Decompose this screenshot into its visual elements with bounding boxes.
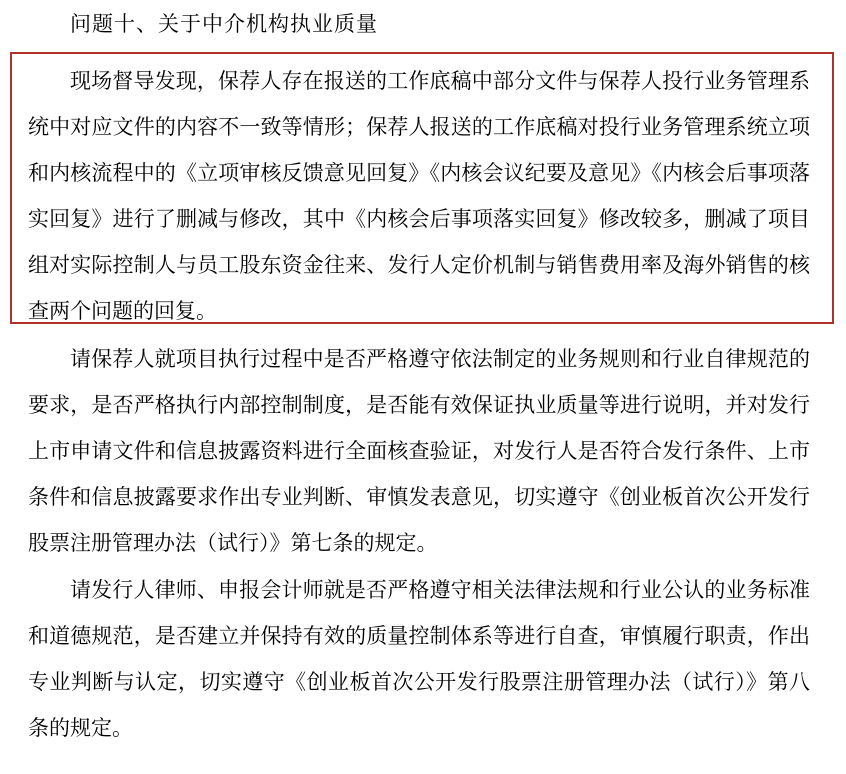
section-heading: 问题十、关于中介机构执业质量 (70, 12, 378, 36)
paragraph-sponsor-request: 请保荐人就项目执行过程中是否严格遵守依法制定的业务规则和行业自律规范的要求，是否严格执行内部控制制度，是否能有效保证执业质量等进行说明，并对发行上市申请文件和信息披露资料进行全面核查验证，对发行人是否符合发行条件、上市条件和信息披露要求作出专业判断、审慎发表意见，切实遵守《创业板首次公开发行股票注册管理办法（试行）》第七条的规定。 (28, 347, 810, 555)
paragraph-findings: 现场督导发现，保荐人存在报送的工作底稿中部分文件与保荐人投行业务管理系统中对应文件的内容不一致等情形；保荐人报送的工作底稿对投行业务管理系统立项和内核流程中的《立项审核反馈意见回复》《内核会议纪要及意见》《内核会后事项落实回复》进行了删减与修改，其中《内核会后事项落实回复》修改较多，删减了项目组对实际控制人与员工股东资金往来、发行人定价机制与销售费用率及海外销售的核查两个问题的回复。 (28, 69, 810, 323)
paragraph-lawyer-accountant-request: 请发行人律师、申报会计师就是否严格遵守相关法律法规和行业公认的业务标准和道德规范，是否建立并保持有效的质量控制体系等进行自查，审慎履行职责，作出专业判断与认定，切实遵守《创业板首次公开发行股票注册管理办法（试行）》第八条的规定。 (28, 578, 810, 740)
